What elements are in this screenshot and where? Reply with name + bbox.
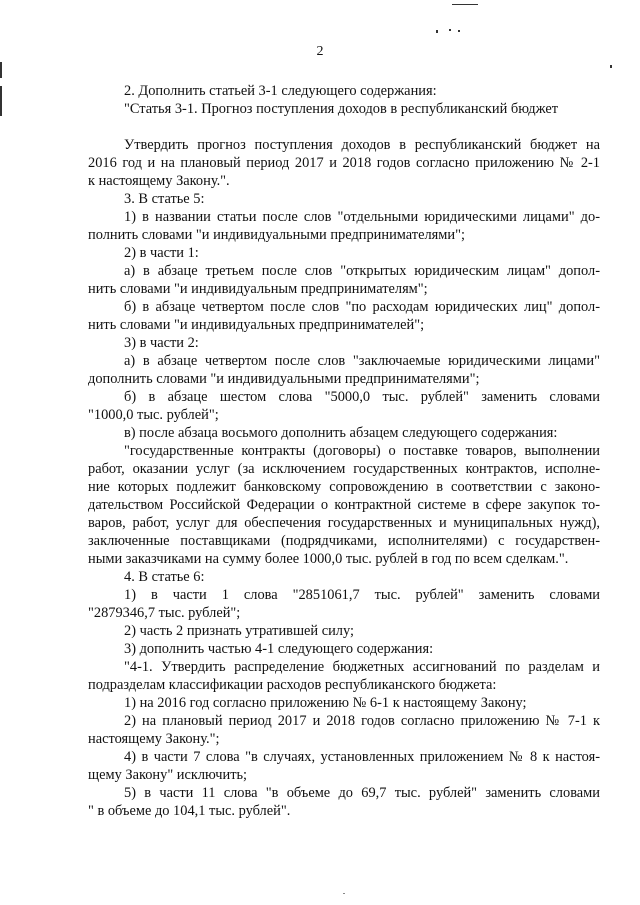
scan-artifact: [436, 30, 438, 33]
text-line: настоящему Закону.";: [88, 731, 220, 747]
text-line: 4. В статье 6:: [124, 569, 205, 585]
text-line: 3) в части 2:: [124, 335, 199, 351]
text-line: 1) в части 1 слова "2851061,7 тыс. рублей" заменить словами: [124, 587, 600, 603]
text-line: нить словами "и индивидуальным предпринимателям";: [88, 281, 428, 297]
text-line: "Статья 3-1. Прогноз поступления доходов в республиканский бюджет: [124, 101, 559, 117]
text-line: 3) дополнить частью 4-1 следующего содержания:: [124, 641, 434, 657]
text-line: в) после абзаца восьмого дополнить абзацем следующего содержания:: [124, 425, 558, 441]
text-line: 2) часть 2 признать утратившей силу;: [124, 623, 354, 639]
text-line: а) в абзаце четвертом после слов "заключаемые юридическими лицами": [124, 353, 600, 369]
text-line: "4-1. Утвердить распределение бюджетных ассигнований по разделам и: [124, 659, 600, 675]
text-line: а) в абзаце третьем после слов "открытых юридическим лицам" допол-: [124, 263, 600, 279]
text-line: 2) на плановый период 2017 и 2018 годов согласно приложению № 7-1 к: [124, 713, 600, 729]
scan-artifact: [610, 65, 612, 68]
scan-artifact: [0, 62, 2, 78]
scan-artifact: [458, 30, 460, 32]
scan-artifact: [452, 4, 478, 5]
document-body: [88, 82, 600, 820]
text-line: "1000,0 тыс. рублей";: [88, 407, 219, 423]
text-line: варов, работ, услуг для обеспечения государственных и муниципальных нужд),: [88, 515, 600, 531]
text-line: заключенные поставщиками (подрядчиками, исполнителями) с государствен-: [88, 533, 600, 549]
text-line: дательством Российской Федерации о контрактной системе в сфере закупок то-: [88, 497, 600, 513]
text-line: к настоящему Закону.".: [88, 173, 230, 189]
text-line: б) в абзаце четвертом после слов "по расходам юридических лиц" допол-: [124, 299, 600, 315]
text-line: " в объеме до 104,1 тыс. рублей".: [88, 803, 291, 819]
text-line: 1) в названии статьи после слов "отдельными юридическими лицами" до-: [124, 209, 600, 225]
text-line: 2016 год и на плановый период 2017 и 2018 годов согласно приложению № 2-1: [88, 155, 600, 171]
scan-artifact: [0, 86, 2, 116]
text-line: б) в абзаце шестом слова "5000,0 тыс. рублей" заменить словами: [124, 389, 600, 405]
text-line: ние которых подлежит банковскому сопровождению в соответствии с законо-: [88, 479, 600, 495]
text-line: 2. Дополнить статьей 3-1 следующего содержания:: [124, 83, 437, 99]
text-line: нить словами "и индивидуальных предпринимателей";: [88, 317, 425, 333]
text-line: "2879346,7 тыс. рублей";: [88, 605, 241, 621]
text-line: "государственные контракты (договоры) о поставке товаров, выполнении: [124, 443, 600, 459]
paragraph-gap: [88, 118, 600, 136]
scan-artifact: [449, 29, 451, 31]
scan-artifact: [343, 893, 345, 894]
text-line: ными заказчиками на сумму более 1000,0 тыс. рублей в год по всем сделкам.".: [88, 551, 569, 567]
text-line: 4) в части 7 слова "в случаях, установленных приложением № 8 к настоя-: [124, 749, 600, 765]
text-line: работ, оказании услуг (за исключением государственных контрактов, исполне-: [88, 461, 600, 477]
text-line: Утвердить прогноз поступления доходов в республиканский бюджет на: [124, 137, 600, 153]
text-line: 1) на 2016 год согласно приложению № 6-1 к настоящему Закону;: [124, 695, 527, 711]
text-line: подразделам классификации расходов республиканского бюджета:: [88, 677, 497, 693]
text-line: дополнить словами "и индивидуальными предпринимателями";: [88, 371, 480, 387]
text-line: 3. В статье 5:: [124, 191, 205, 207]
text-line: полнить словами "и индивидуальными предпринимателями";: [88, 227, 465, 243]
text-line: 2) в части 1:: [124, 245, 199, 261]
page-number: 2: [316, 44, 324, 59]
text-line: 5) в части 11 слова "в объеме до 69,7 тыс. рублей" заменить словами: [124, 785, 600, 801]
text-line: щему Закону" исключить;: [88, 767, 248, 783]
